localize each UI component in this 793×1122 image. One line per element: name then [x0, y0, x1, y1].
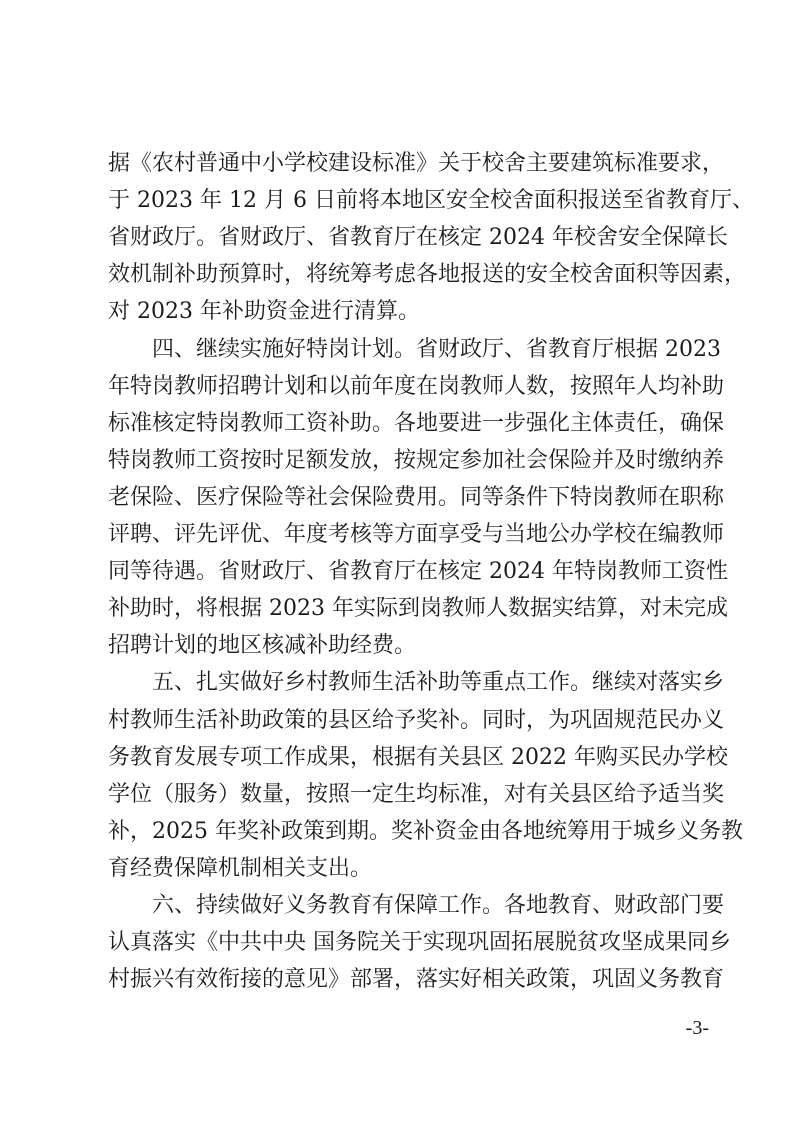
page-number: -3- — [685, 1017, 709, 1039]
text-line: 四、继续实施好特岗计划。省财政厅、省教育厅根据 2023 — [108, 337, 721, 362]
text-line: 据《农村普通中小学校建设标准》关于校舍主要建筑标准要求， — [108, 151, 725, 176]
text-line: 认真落实《中共中央 国务院关于实现巩固拓展脱贫攻坚成果同乡 — [108, 930, 731, 955]
text-line: 效机制补助预算时，将统筹考虑各地报送的安全校舍面积等因素， — [108, 262, 747, 287]
text-line: 对 2023 年补助资金进行清算。 — [108, 299, 420, 324]
text-line: 补助时，将根据 2023 年实际到岗教师人数据实结算，对未完成 — [108, 596, 728, 621]
text-line: 育经费保障机制相关支出。 — [108, 856, 373, 881]
text-line: 招聘计划的地区核减补助经费。 — [108, 633, 417, 658]
text-line: 村振兴有效衔接的意见》部署，落实好相关政策，巩固义务教育 — [108, 967, 725, 992]
text-line: 同等待遇。省财政厅、省教育厅在核定 2024 年特岗教师工资性 — [108, 559, 728, 584]
text-line: 评聘、评先评优、年度考核等方面享受与当地公办学校在编教师 — [108, 522, 725, 547]
text-line: 六、持续做好义务教育有保障工作。各地教育、财政部门要 — [108, 893, 725, 918]
text-line: 五、扎实做好乡村教师生活补助等重点工作。继续对落实乡 — [108, 670, 725, 695]
text-line: 于 2023 年 12 月 6 日前将本地区安全校舍面积报送至省教育厅、 — [108, 188, 754, 213]
text-line: 村教师生活补助政策的县区给予奖补。同时，为巩固规范民办义 — [108, 708, 725, 733]
text-line: 年特岗教师招聘计划和以前年度在岗教师人数，按照年人均补助 — [108, 374, 725, 399]
text-line: 特岗教师工资按时足额发放，按规定参加社会保险并及时缴纳养 — [108, 448, 725, 473]
text-line: 学位（服务）数量，按照一定生均标准，对有关县区给予适当奖 — [108, 782, 725, 807]
text-line: 标准核定特岗教师工资补助。各地要进一步强化主体责任，确保 — [108, 411, 725, 436]
text-line: 老保险、医疗保险等社会保险费用。同等条件下特岗教师在职称 — [108, 485, 725, 510]
text-line: 省财政厅。省财政厅、省教育厅在核定 2024 年校舍安全保障长 — [108, 225, 728, 250]
text-line: 务教育发展专项工作成果，根据有关县区 2022 年购买民办学校 — [108, 745, 728, 770]
text-line: 补，2025 年奖补政策到期。奖补资金由各地统筹用于城乡义务教 — [108, 819, 743, 844]
